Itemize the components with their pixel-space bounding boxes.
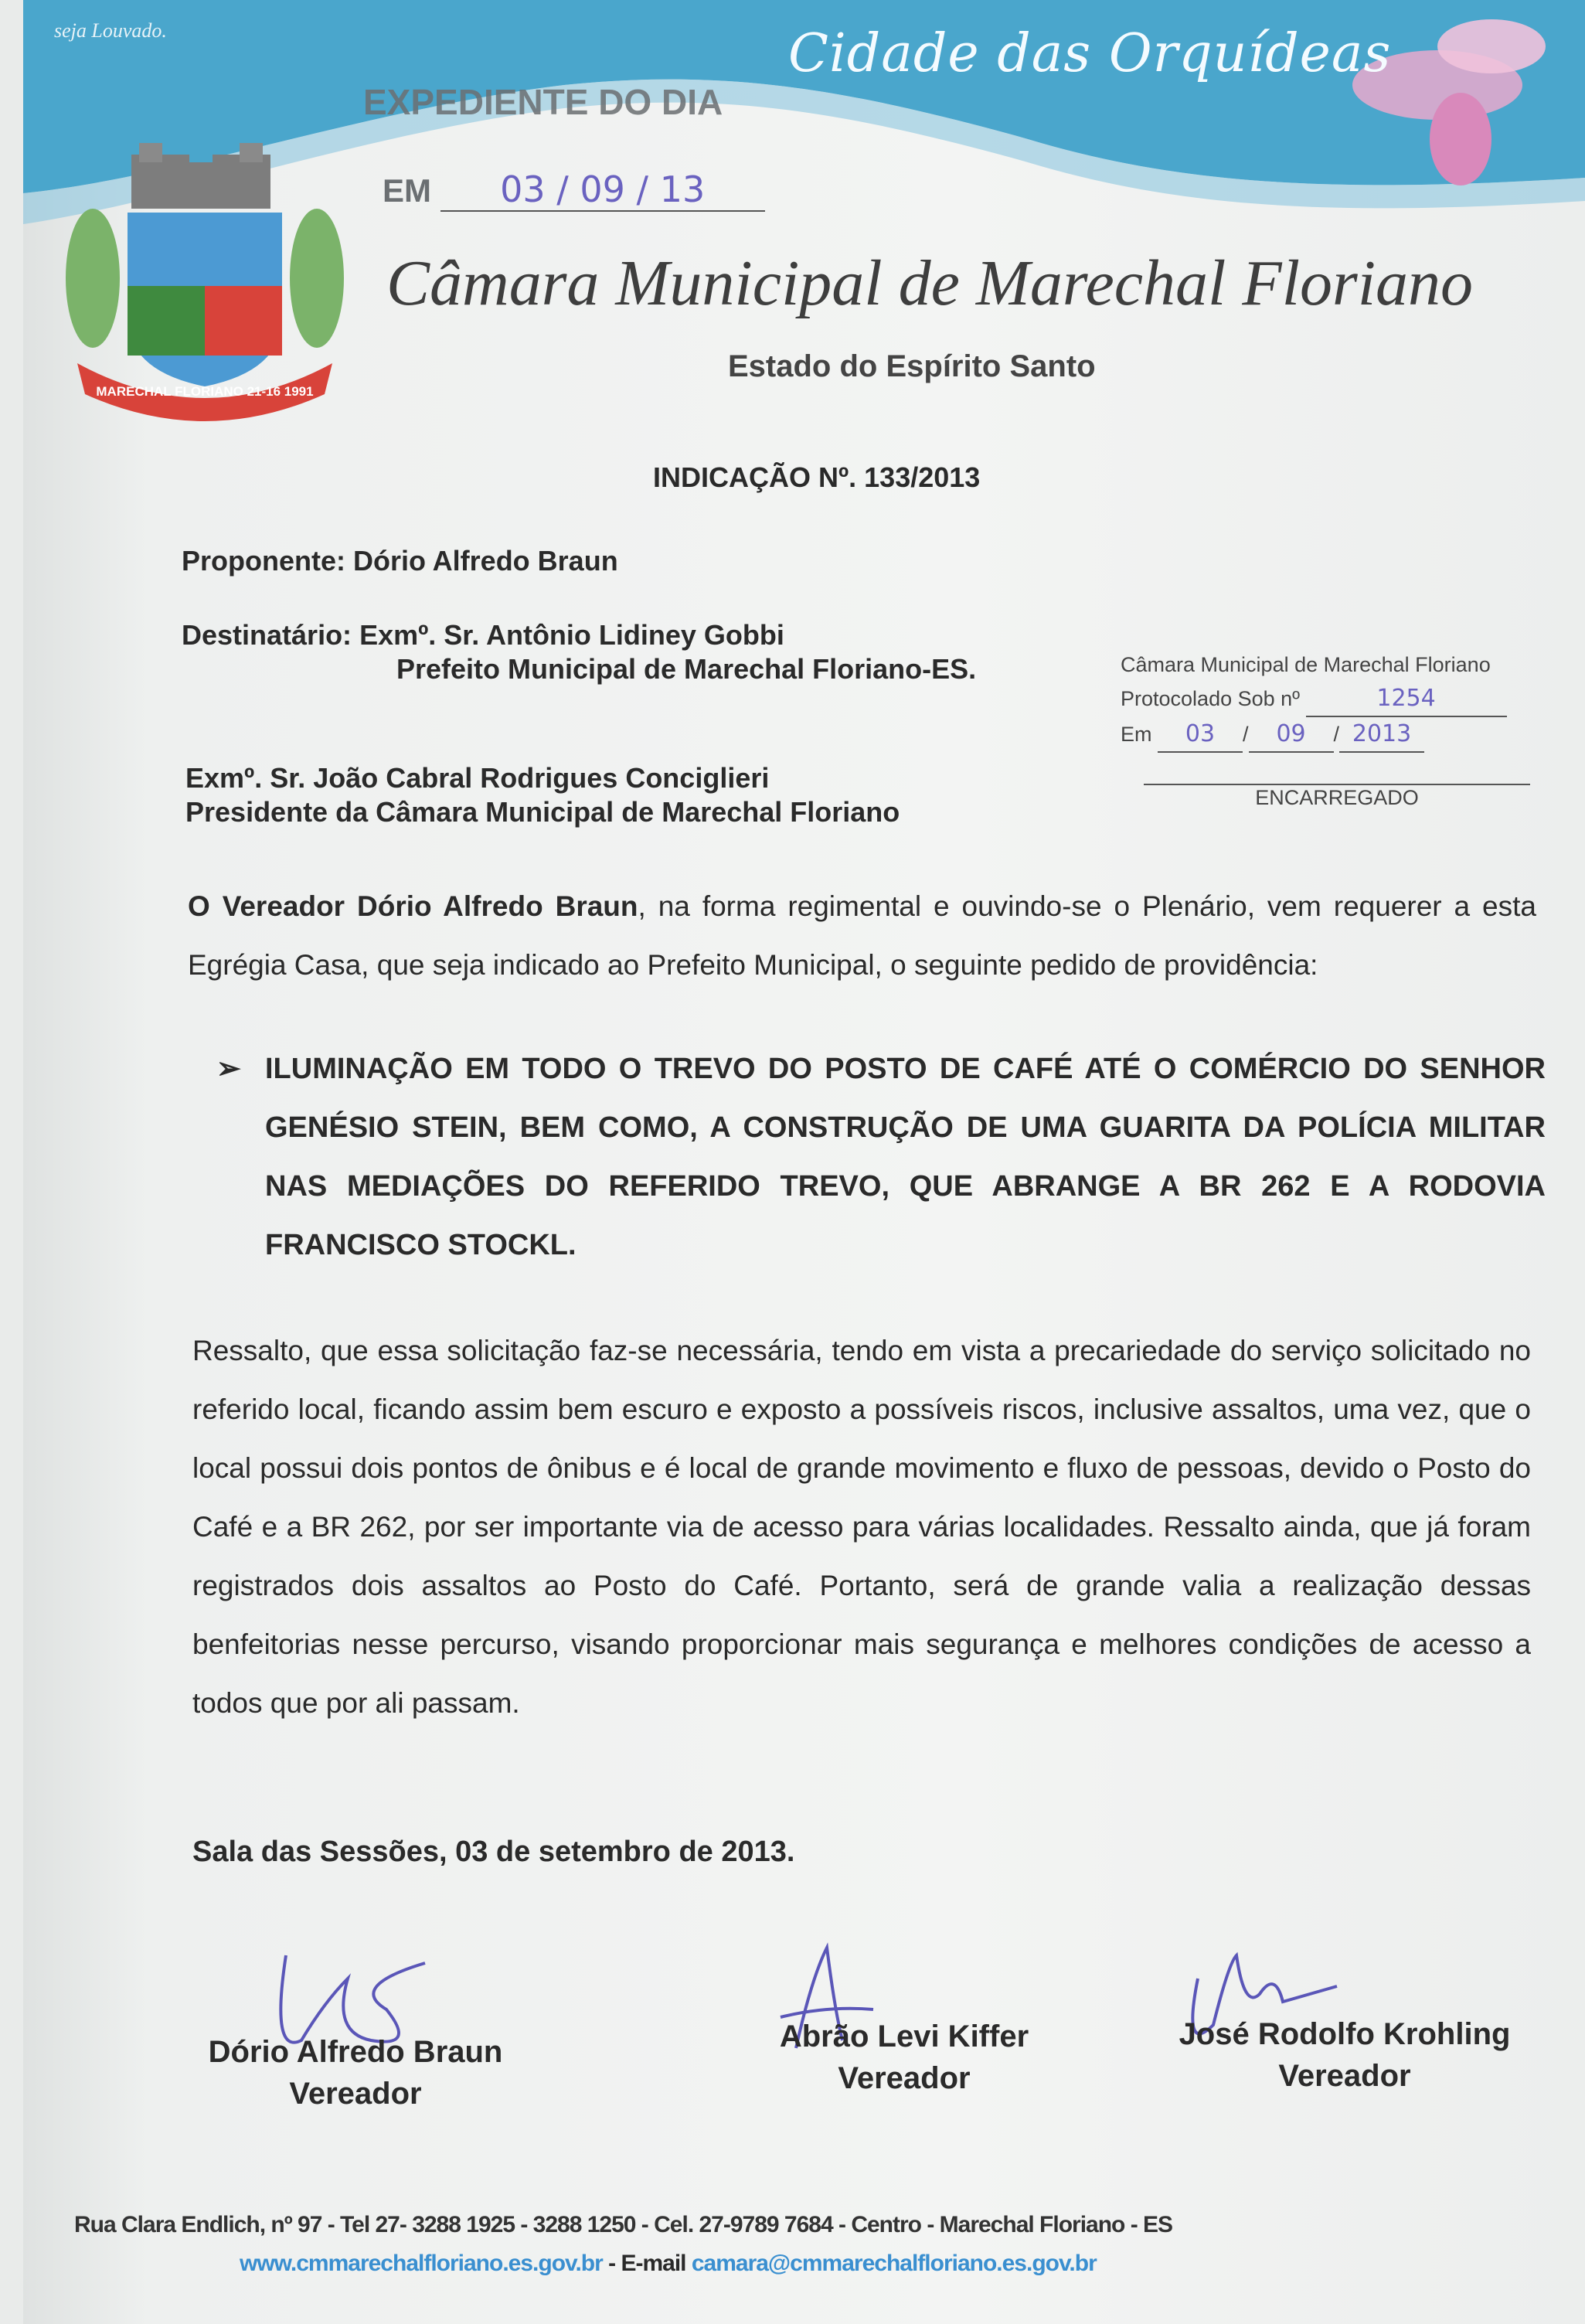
- request-bullet: ➢ ILUMINAÇÃO EM TODO O TREVO DO POSTO DE CAFÉ ATÉ O COMÉRCIO DO SENHOR GENÉSIO STEIN, BEM COMO, A CONSTRUÇÃO DE UMA GUARITA DA POLÍCIA MILITAR NAS MEDIAÇÕES DO REFERIDO TREVO, QUE ABRANGE A BR 262 E A RODOVIA FRANCISCO STOCKL.: [216, 1040, 1546, 1274]
- footer-address: Rua Clara Endlich, nº 97 - Tel 27- 3288 1925 - 3288 1250 - Cel. 27-9789 7684 - Centro - Marechal Floriano - ES: [74, 2212, 1173, 2237]
- arrow-bullet-icon: ➢: [216, 1053, 241, 1085]
- crest-ribbon-text: MARECHAL FLORIANO 21-16 1991: [96, 384, 314, 399]
- protocol-stamp: Câmara Municipal de Marechal Floriano Protocolado Sob nº 1254 Em 03 / 09 / 2013 ENCARREGADO: [1121, 648, 1530, 810]
- signatory-2: Abrão Levi Kiffer Vereador: [779, 2019, 1029, 2095]
- state-name: Estado do Espírito Santo: [728, 349, 1096, 383]
- expediente-date: [383, 168, 765, 212]
- em-label: EM: [383, 172, 431, 209]
- copy-recipient: Exmº. Sr. João Cabral Rodrigues Conciglieri Presidente da Câmara Municipal de Marechal Floriano: [185, 762, 900, 828]
- intro-paragraph: O Vereador Dório Alfredo Braun, na forma regimental e ouvindo-se o Plenário, vem requerer a esta Egrégia Casa, que seja indicado ao Prefeito Municipal, o seguinte pedido de providência:: [188, 890, 1536, 981]
- tagline: seja Louvado.: [54, 19, 167, 42]
- signatory-3: José Rodolfo Krohling Vereador: [1179, 2017, 1511, 2093]
- signatory-1: Dório Alfredo Braun Vereador: [208, 2035, 503, 2111]
- document-heading: INDICAÇÃO Nº. 133/2013: [653, 461, 981, 493]
- email-link[interactable]: camara@cmmarechalfloriano.es.gov.br: [691, 2251, 1097, 2276]
- expediente-stamp-label: EXPEDIENTE DO DIA: [363, 82, 723, 122]
- footer-contacts: www.cmmarechalfloriano.es.gov.br - E-mail camara@cmmarechalfloriano.es.gov.br: [240, 2251, 1097, 2276]
- handwritten-date: 03 / 09 / 13: [440, 168, 765, 212]
- justification-paragraph: Ressalto, que essa solicitação faz-se necessária, tendo em vista a precariedade do serviço solicitado no referido local, ficando assim bem escuro e exposto a possíveis riscos, inclusive assaltos, uma vez, que o local possui dois pontos de ônibus e é local de grande movimento e fluxo de pessoas, devido o Posto do Café e a BR 262, por ser importante via de acesso para várias localidades. Ressalto ainda, que já foram registrados dois assaltos ao Posto do Café. Portanto, será de grande valia a realização dessas benfeitorias nesse percurso, visando proporcionar mais segurança e melhores condições de acesso a todos que por ali passam.: [192, 1335, 1531, 1719]
- document-page: [23, 0, 1585, 2324]
- website-link[interactable]: www.cmmarechalfloriano.es.gov.br: [240, 2251, 603, 2276]
- institution-title: Câmara Municipal de Marechal Floriano: [386, 247, 1474, 319]
- municipal-crest-icon: [62, 139, 348, 433]
- destinatario: Destinatário: Exmº. Sr. Antônio Lidiney Gobbi Prefeito Municipal de Marechal Floriano-ES.: [182, 619, 977, 685]
- proponente: Proponente: Dório Alfredo Braun: [182, 545, 618, 577]
- closing-line: Sala das Sessões, 03 de setembro de 2013.: [192, 1836, 795, 1868]
- city-motto: Cidade das Orquídeas: [788, 23, 1392, 84]
